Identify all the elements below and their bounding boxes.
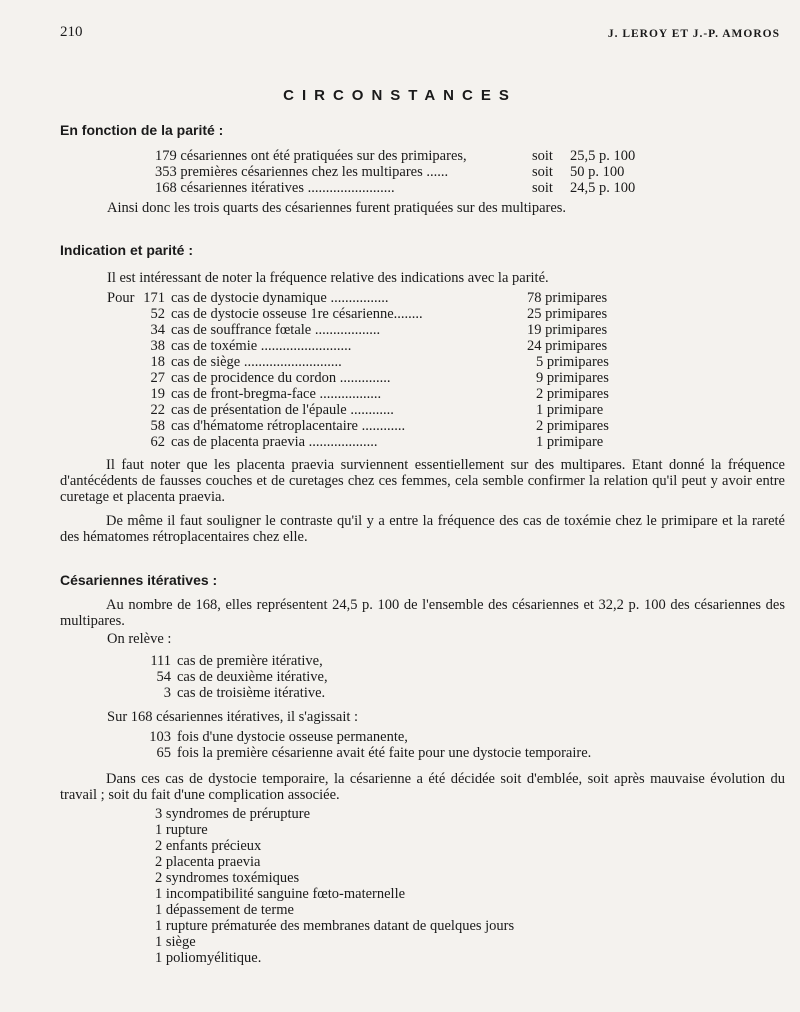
item-text: fois la première césarienne avait été faite pour une dystocie temporaire. xyxy=(177,745,592,761)
row-value: 24,5 p. 100 xyxy=(570,180,636,196)
row-count: 34 xyxy=(150,322,165,338)
releve-list xyxy=(143,653,328,701)
table-row xyxy=(107,354,609,370)
row-text: 179 césariennes ont été pratiquées sur des primipares, xyxy=(155,148,467,164)
row-text: cas d'hématome rétroplacentaire ............ xyxy=(171,418,406,434)
list-item xyxy=(143,685,328,701)
row-text: cas de souffrance fœtale .................. xyxy=(171,322,381,338)
row-text: 353 premières césariennes chez les multipares ...... xyxy=(155,164,449,180)
table-row xyxy=(107,386,609,402)
row-text: cas de présentation de l'épaule ............ xyxy=(171,402,394,418)
list-item: 3 syndromes de prérupture xyxy=(155,806,311,822)
page-number: 210 xyxy=(60,24,83,40)
row-result: 2 primipares xyxy=(536,386,609,402)
row-result: 19 primipares xyxy=(527,322,608,338)
item-text: cas de première itérative, xyxy=(177,653,323,669)
table-row xyxy=(107,290,609,306)
row-value: 50 p. 100 xyxy=(570,164,625,180)
row-text: cas de placenta praevia ................... xyxy=(171,434,378,450)
parite-table xyxy=(155,148,635,196)
page-title: CIRCONSTANCES xyxy=(283,87,517,104)
parite-conclusion: Ainsi donc les trois quarts des césariennes furent pratiquées sur des multipares. xyxy=(107,200,567,216)
list-item: 1 dépassement de terme xyxy=(155,902,294,918)
list-item xyxy=(143,729,591,745)
row-text: cas de dystocie dynamique ................ xyxy=(171,290,389,306)
section-heading-indication: Indication et parité : xyxy=(60,242,194,258)
row-count: 171 xyxy=(143,290,165,306)
running-header-authors: J. LEROY ET J.-P. AMOROS xyxy=(607,28,780,40)
table-row xyxy=(107,418,609,434)
row-count: 52 xyxy=(150,306,165,322)
row-result: 78 primipares xyxy=(527,290,608,306)
list-item: 1 poliomyélitique. xyxy=(155,950,262,966)
table-row xyxy=(107,434,609,450)
row-result: 1 primipare xyxy=(536,402,604,418)
list-item: 2 syndromes toxémiques xyxy=(155,870,300,886)
table-row xyxy=(107,370,609,386)
row-soit: soit xyxy=(532,180,553,196)
row-count: 19 xyxy=(150,386,165,402)
row-text: cas de toxémie ......................... xyxy=(171,338,352,354)
row-result-number xyxy=(507,290,527,306)
toxemie-paragraph: De même il faut souligner le contraste qu'il y a entre la fréquence des cas de toxémie chez le primipare et la rareté des hématomes rétroplacentaires chez elle. xyxy=(60,513,785,545)
list-item: 1 incompatibilité sanguine fœto-maternelle xyxy=(155,886,406,902)
item-count: 65 xyxy=(156,745,171,761)
row-count: 62 xyxy=(150,434,165,450)
row-prefix: Pour xyxy=(107,290,135,306)
row-text: cas de dystocie osseuse 1re césarienne........ xyxy=(171,306,423,322)
sur-list xyxy=(143,729,591,761)
list-item: 2 enfants précieux xyxy=(155,838,262,854)
row-text: cas de front-bregma-face ................. xyxy=(171,386,382,402)
item-count: 54 xyxy=(156,669,171,685)
row-count: 22 xyxy=(150,402,165,418)
table-row xyxy=(107,306,609,322)
section-heading-parite: En fonction de la parité : xyxy=(60,122,224,138)
list-item: 2 placenta praevia xyxy=(155,854,261,870)
table-row xyxy=(155,180,635,196)
row-text: cas de siège ........................... xyxy=(171,354,342,370)
table-row xyxy=(155,164,635,180)
table-row xyxy=(107,322,609,338)
item-text: cas de troisième itérative. xyxy=(177,685,326,701)
temporaire-paragraph: Dans ces cas de dystocie temporaire, la césarienne a été décidée soit d'emblée, soit après mauvaise évolution du travail ; soit du fait d'une complication associée. xyxy=(60,771,785,803)
list-item: 1 rupture prématurée des membranes datant de quelques jours xyxy=(155,918,515,934)
item-text: cas de deuxième itérative, xyxy=(177,669,328,685)
row-result: 25 primipares xyxy=(527,306,608,322)
placenta-paragraph: Il faut noter que les placenta praevia surviennent essentiellement sur des multipares. Etant donné la fréquence d'antécédents de fausses couches et de curetages chez ces femmes, cela semble confirmer la relation qu'il peut y avoir entre curetage et placenta praevia. xyxy=(60,457,785,505)
sur-label: Sur 168 césariennes itératives, il s'agissait : xyxy=(107,709,359,725)
section-heading-iteratives: Césariennes itératives : xyxy=(60,572,218,588)
row-result: 5 primipares xyxy=(536,354,609,370)
list-item xyxy=(143,669,328,685)
complications-list xyxy=(155,806,514,966)
list-item xyxy=(143,745,591,761)
item-count: 111 xyxy=(150,653,171,669)
row-soit: soit xyxy=(532,164,553,180)
indication-intro: Il est intéressant de noter la fréquence relative des indications avec la parité. xyxy=(107,270,549,286)
table-row xyxy=(107,402,609,418)
list-item: 1 rupture xyxy=(155,822,208,838)
row-soit: soit xyxy=(532,148,553,164)
row-count: 27 xyxy=(150,370,165,386)
row-result: 1 primipare xyxy=(536,434,604,450)
row-text: cas de procidence du cordon .............. xyxy=(171,370,391,386)
table-row xyxy=(155,148,635,164)
row-count: 18 xyxy=(150,354,165,370)
indication-table xyxy=(107,290,609,450)
iteratives-paragraph: Au nombre de 168, elles représentent 24,5 p. 100 de l'ensemble des césariennes et 32,2 p. 100 des césariennes des multipares. xyxy=(60,597,785,629)
item-text: fois d'une dystocie osseuse permanente, xyxy=(177,729,408,745)
list-item: 1 siège xyxy=(155,934,196,950)
row-result: 2 primipares xyxy=(536,418,609,434)
row-result: 24 primipares xyxy=(527,338,608,354)
item-count: 103 xyxy=(149,729,171,745)
row-count: 58 xyxy=(150,418,165,434)
row-result: 9 primipares xyxy=(536,370,609,386)
releve-label: On relève : xyxy=(107,631,172,647)
list-item xyxy=(143,653,328,669)
table-row xyxy=(107,338,609,354)
row-count: 38 xyxy=(150,338,165,354)
row-value: 25,5 p. 100 xyxy=(570,148,636,164)
row-text: 168 césariennes itératives ........................ xyxy=(155,180,395,196)
item-count: 3 xyxy=(163,685,171,701)
